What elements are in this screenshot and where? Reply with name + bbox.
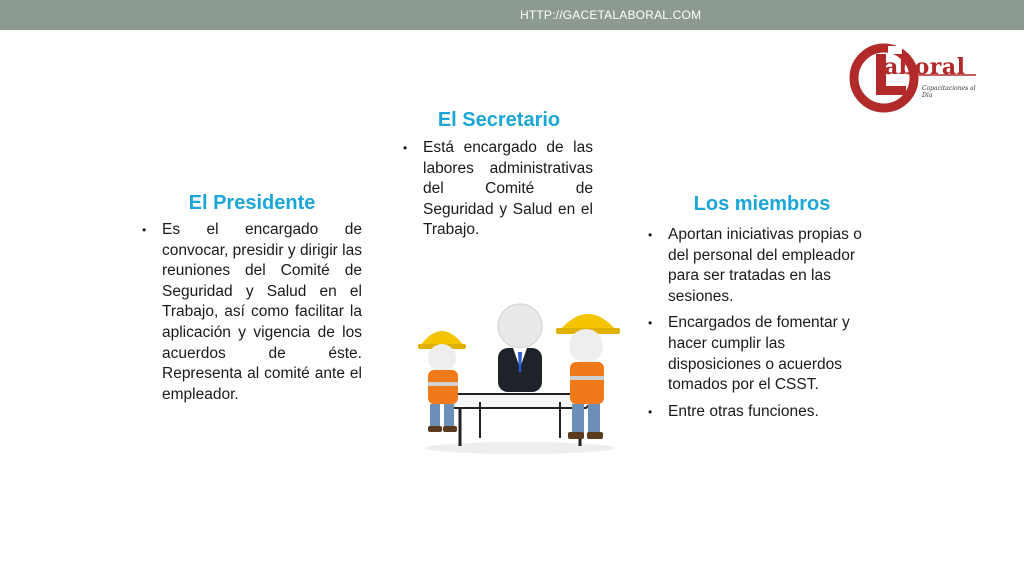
list-item: • Entre otras funciones. bbox=[648, 402, 880, 423]
top-bar bbox=[0, 0, 1024, 30]
list-item: • Es el encargado de convocar, presidir y dirigir las reuniones del Comité de Seguridad y Salud en el Trabajo, así como facilitar la aplicación y vigencia de los acuerdos de éste. Representa al comité ante el empleador. bbox=[142, 220, 362, 405]
miembros-list bbox=[648, 225, 880, 428]
list-item: • Está encargado de las labores administrativas del Comité de Seguridad y Salud en el Trabajo. bbox=[403, 138, 593, 241]
gaceta-laboral-logo bbox=[848, 42, 982, 114]
secretario-list bbox=[403, 138, 593, 247]
logo-tagline: Capacitaciones al Día bbox=[922, 85, 976, 99]
presidente-heading: El Presidente bbox=[188, 192, 316, 214]
list-item: • Encargados de fomentar y hacer cumplir las disposiciones o acuerdos tomados por el CSST. bbox=[648, 313, 880, 395]
workers-meeting-illustration bbox=[410, 298, 630, 456]
list-item: • Aportan iniciativas propias o del personal del empleador para ser tratadas en las sesiones. bbox=[648, 225, 880, 307]
miembros-heading: Los miembros bbox=[693, 193, 831, 215]
presidente-list bbox=[142, 220, 362, 411]
website-url: HTTP://GACETALABORAL.COM bbox=[520, 8, 702, 22]
logo-wordmark: aboral bbox=[884, 54, 966, 80]
secretario-heading: El Secretario bbox=[437, 109, 561, 131]
